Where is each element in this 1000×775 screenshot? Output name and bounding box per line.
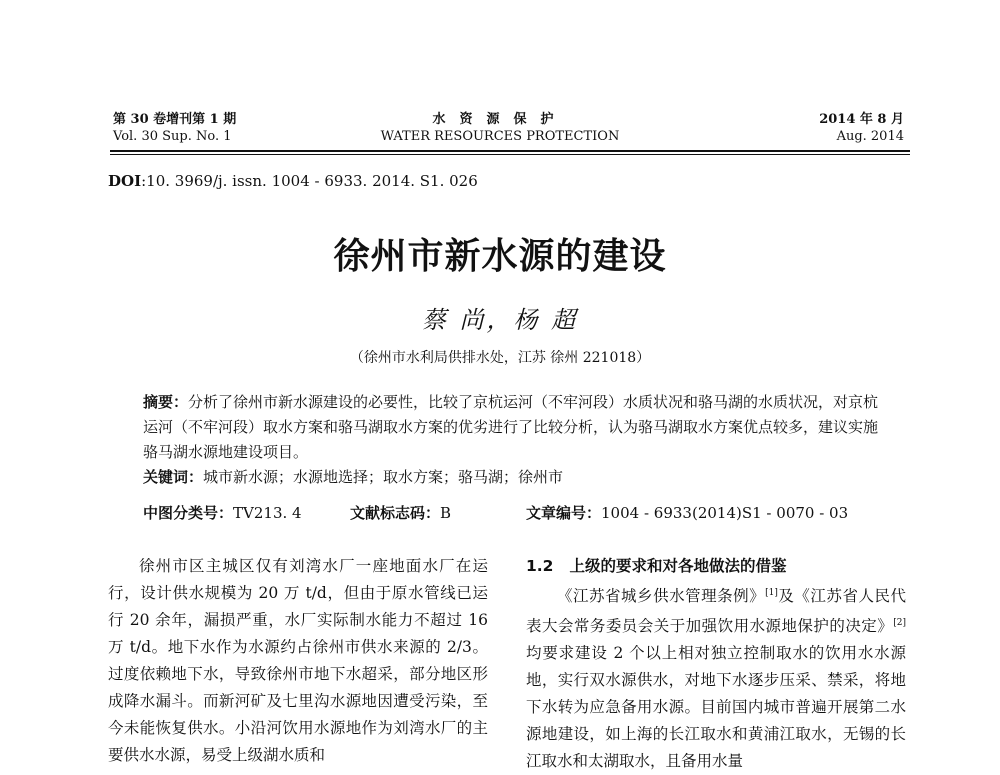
clc-label: 中图分类号： xyxy=(143,504,234,522)
body-column-left xyxy=(108,553,488,769)
body-column-right xyxy=(526,553,906,775)
body-paragraph xyxy=(526,580,906,775)
body-text: 及《江苏省人民代表大会常务委员会关于加强饮用水源地保护的决定》 xyxy=(526,587,906,636)
body-text: 《江苏省城乡供水管理条例》 xyxy=(557,587,766,606)
citation-ref: [1] xyxy=(765,588,778,598)
document-code xyxy=(350,502,451,523)
doi-value: :10. 3969/j. issn. 1004 - 6933. 2014. S1. 026 xyxy=(141,172,478,190)
citation-ref: [2] xyxy=(893,618,906,629)
doc-code-value: B xyxy=(440,504,452,522)
header-rule xyxy=(110,150,910,152)
journal-name-en: WATER RESOURCES PROTECTION xyxy=(380,129,620,144)
clc-value: TV213. 4 xyxy=(233,504,302,522)
section-number: 1.2 xyxy=(526,557,554,575)
abstract xyxy=(143,390,883,465)
issue-zh: 第 30 卷增刊第 1 期 xyxy=(113,112,237,127)
issue-date-zh: 2014 年 8 月 xyxy=(819,112,904,127)
doc-code-label: 文献标志码： xyxy=(350,504,441,522)
article-title: 徐州市新水源的建设 xyxy=(333,235,667,277)
body-text: 均要求建设 2 个以上相对独立控制取水的饮用水水源地，实行双水源供水，对地下水逐步压采、禁采，将地下水转为应急备用水源。目前国内城市普遍开展第二水源地建设，如上海的长江取水和黄浦江取水，无锡的长江取水和太湖取水，且备用水量 xyxy=(526,644,906,771)
abstract-text: 分析了徐州市新水源建设的必要性，比较了京杭运河（不牢河段）水质状况和骆马湖的水质状况，对京杭运河（不牢河段）取水方案和骆马湖取水方案的优劣进行了比较分析，认为骆马湖取水方案优点较多，建议实施骆马湖水源地建设项目。 xyxy=(143,393,879,461)
author-affiliation: （徐州市水利局供排水处，江苏 徐州 221018） xyxy=(349,350,651,366)
header-rule-thin xyxy=(110,154,910,155)
clc-number xyxy=(143,502,302,523)
issue-date xyxy=(819,111,904,145)
keywords-text: 城市新水源；水源地选择；取水方案；骆马湖；徐州市 xyxy=(203,468,564,486)
keywords-label: 关键词： xyxy=(143,468,204,486)
article-number-label: 文章编号： xyxy=(526,504,602,522)
section-heading xyxy=(526,553,906,580)
journal-name-zh: 水资源保护 xyxy=(432,112,568,127)
abstract-label: 摘要： xyxy=(143,393,189,411)
issue-en: Vol. 30 Sup. No. 1 xyxy=(113,129,232,144)
article-number-value: 1004 - 6933(2014)S1 - 0070 - 03 xyxy=(601,504,849,522)
section-title: 上级的要求和对各地做法的借鉴 xyxy=(569,557,787,575)
body-paragraph: 徐州市区主城区仅有刘湾水厂一座地面水厂在运行，设计供水规模为 20 万 t/d，但由于原水管线已运行 20 余年，漏损严重，水厂实际制水能力不超过 16 万 t/d。地下水作为水源约占徐州市供水来源的 2/3。过度依赖地下水，导致徐州市地下水超采，部分地区形成降水漏斗。而新河矿及七里沟水源地因遭受污染，至今未能恢复供水。小沿河饮用水源地作为刘湾水厂的主要供水水源，易受上级湖水质和 xyxy=(108,557,488,764)
issue-date-en: Aug. 2014 xyxy=(836,129,904,144)
article-authors: 蔡 尚，杨 超 xyxy=(421,306,579,334)
doi-line xyxy=(108,172,478,190)
keywords xyxy=(143,465,883,490)
doi-label: DOI xyxy=(108,172,142,190)
abstract-block xyxy=(143,390,883,490)
article-number xyxy=(526,502,848,523)
